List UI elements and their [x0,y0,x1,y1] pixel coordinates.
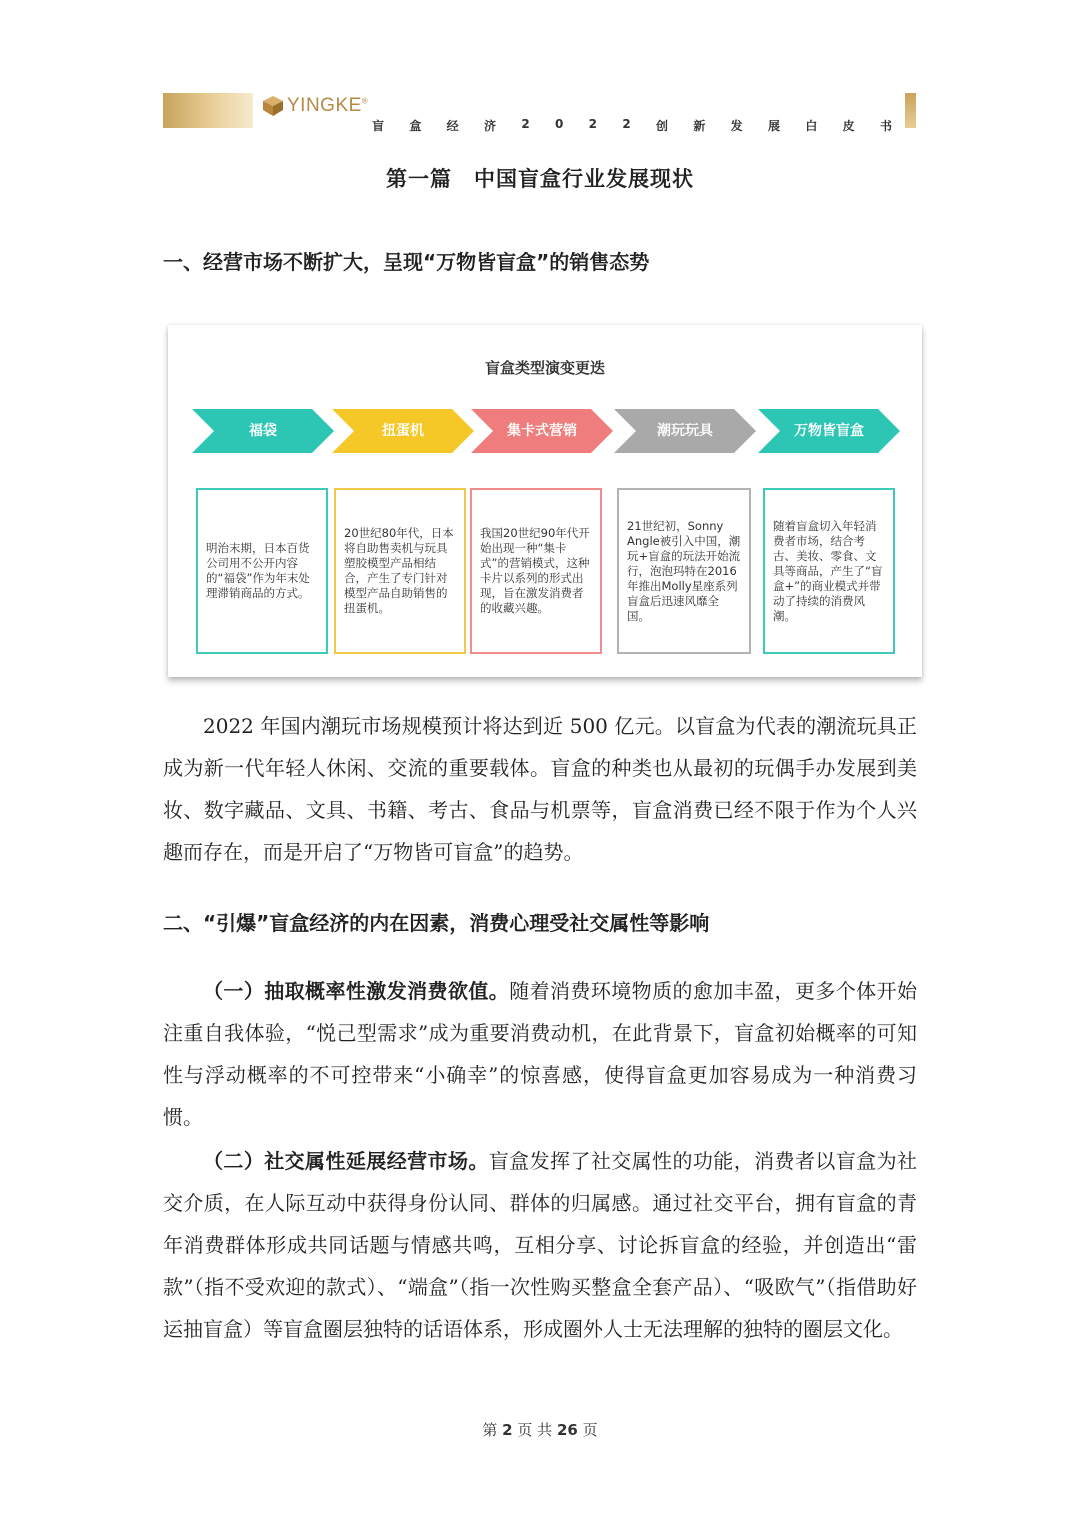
footer-suffix: 页 [582,1421,598,1439]
chapter-number: 第一篇 [386,167,452,191]
header-document-title [372,117,892,134]
header-title-char: 2 [521,117,530,131]
page-footer [0,1419,1080,1440]
header-title-char: 创 [656,119,669,133]
logo-registered-mark: ® [361,96,369,106]
stage-description-box [763,488,895,654]
stage-description-box [334,488,466,654]
stage-label: 潮玩玩具 [657,423,713,439]
stage-description: 20世纪80年代，日本将自助售卖机与玩具塑胶模型产品相结合，产生了专门针对模型产品自助销售的扭蛋机。 [344,526,454,615]
header-gold-band [163,93,253,128]
stage-arrow [192,409,334,453]
header-title-char: 济 [483,119,496,133]
section1-heading: 一、经营市场不断扩大，呈现“万物皆盲盒”的销售态势 [163,250,650,274]
diagram-title: 盲盒类型演变更迭 [484,359,605,377]
header-title-char: 经 [446,119,459,133]
header-title-char: 皮 [842,119,855,133]
footer-middle: 页 共 [517,1421,553,1439]
chapter-title [0,163,1080,193]
header-title-char: 书 [879,119,892,133]
stage-description-box [196,488,328,654]
brand-logo [262,95,368,117]
paragraph-social [163,1140,917,1350]
paragraph-market-scale: 2022 年国内潮玩市场规模预计将达到近 500 亿元。以盲盒为代表的潮流玩具正成为新一代年轻人休闲、交流的重要载体。盲盒的种类也从最初的玩偶手办发展到美妆、数字藏品、文具、书籍、考古、食品与机票等，盲盒消费已经不限于作为个人兴趣而存在，而是开启了“万物皆可盲盒”的趋势。 [163,714,917,864]
header-title-char: 盒 [409,119,422,133]
header-title-char: 发 [730,119,743,133]
paragraph-social-lead: （二）社交属性延展经营市场。 [203,1149,489,1173]
header-title-char: 2 [622,117,631,131]
footer-prefix: 第 [482,1421,498,1439]
header-gold-bar [905,93,916,128]
header-title-char: 新 [693,119,706,133]
stage-description: 明治末期，日本百货公司用不公开内容的“福袋”作为年末处理滞销商品的方式。 [206,541,310,600]
section2-heading: 二、“引爆”盲盒经济的内在因素，消费心理受社交属性等影响 [163,911,710,935]
header-title-char: 展 [767,119,780,133]
stage-description-box [470,488,602,654]
chapter-name: 中国盲盒行业发展现状 [474,167,694,191]
header-title-char: 白 [805,119,818,133]
yingke-logo-icon [262,95,284,117]
blind-box-evolution-diagram [168,325,922,677]
paragraph-probability-text: 随着消费环境物质的愈加丰盈，更多个体开始注重自我体验，“悦己型需求”成为重要消费动机，在此背景下，盲盒初始概率的可知性与浮动概率的不可控带来“小确幸”的惊喜感，使得盲盒更加容易成为一种消费习惯。 [163,979,918,1129]
logo-text: YINGKE [287,95,362,116]
stage-description-box [617,488,751,654]
stage-description: 21世纪初，Sonny Angle被引入中国，潮玩+盲盒的玩法开始流行，泡泡玛特在2016年推出Molly星座系列盲盒后迅速风靡全国。 [627,518,741,623]
stage-label: 福袋 [249,423,277,439]
footer-page-number: 2 [502,1421,513,1439]
paragraph-probability-lead: （一）抽取概率性激发消费欲值。 [203,979,510,1003]
stage-arrow [614,409,756,453]
stage-label: 万物皆盲盒 [794,423,864,439]
stage-arrow [758,409,900,453]
paragraph-social-text: 盲盒发挥了社交属性的功能，消费者以盲盒为社交介质，在人际互动中获得身份认同、群体的归属感。通过社交平台，拥有盲盒的青年消费群体形成共同话题与情感共鸣，互相分享、讨论拆盲盒的经验，并创造出“雷款”（指不受欢迎的款式）、“端盒”（指一次性购买整盒全套产品）、“吸欧气”（指借助好运抽盲盒）等盲盒圈层独特的话语体系，形成圈外人士无法理解的独特的圈层文化。 [163,1149,918,1341]
header-title-char: 盲 [372,119,385,133]
footer-total-pages: 26 [556,1421,578,1439]
stage-arrow [471,409,613,453]
paragraph-probability [163,970,917,1138]
stage-description: 我国20世纪90年代开始出现一种“集卡式”的营销模式，这种卡片以系列的形式出现，旨在激发消费者的收藏兴趣。 [480,526,590,615]
stage-label: 集卡式营销 [507,423,577,439]
header-title-char: 2 [588,117,598,131]
header-title-char: 0 [554,117,564,131]
stage-label: 扭蛋机 [382,423,424,439]
stage-description: 随着盲盒切入年轻消费者市场，结合考古、美妆、零食、文具等商品，产生了“盲盒+”的商业模式并带动了持续的消费风潮。 [773,518,883,623]
stage-arrow [332,409,474,453]
